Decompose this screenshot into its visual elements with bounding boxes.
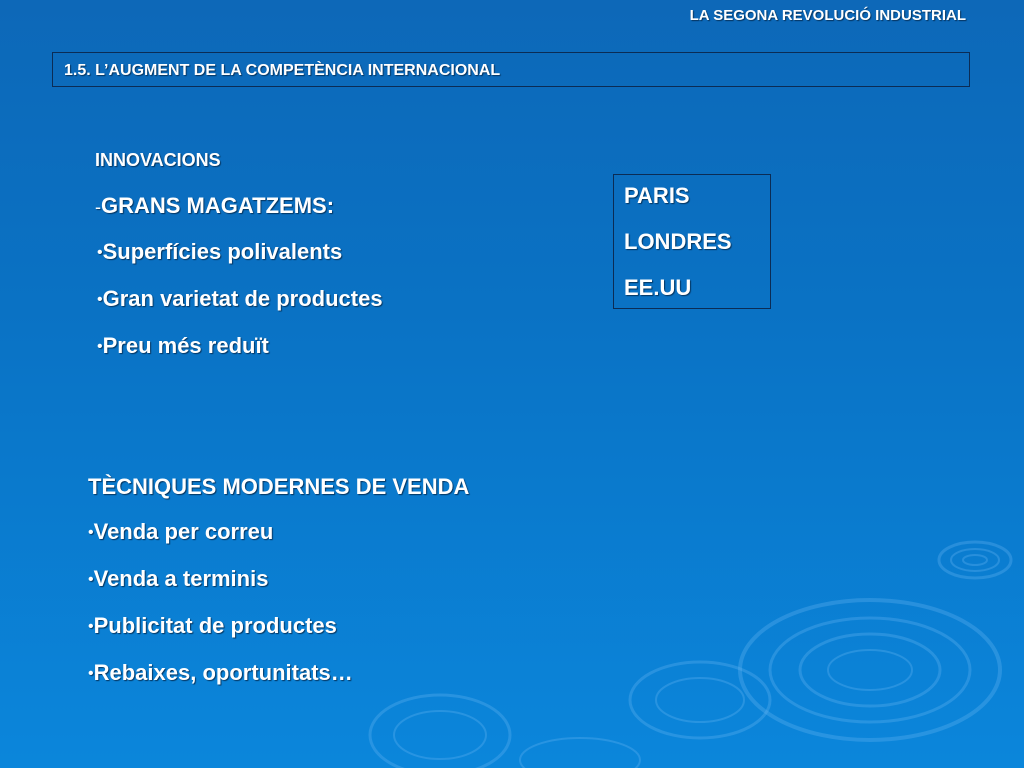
bullet-marker: • [88,665,94,682]
cities-list [624,173,732,311]
section-title-box [52,52,970,87]
presentation-title: LA SEGONA REVOLUCIÓ INDUSTRIAL [689,7,966,24]
list-item [97,276,383,323]
innovations-heading: INNOVACIONS [95,150,221,170]
bullet-marker: • [88,571,94,588]
list-item-label: Rebaixes, oportunitats… [93,660,353,685]
list-item [88,509,353,556]
sales-techniques-heading: TÈCNIQUES MODERNES DE VENDA [88,474,470,499]
section-title: 1.5. L’AUGMENT DE LA COMPETÈNCIA INTERNACIONAL [64,62,501,79]
list-item [88,603,353,650]
innovations-list [97,229,383,370]
city-item: EE.UU [624,275,692,300]
list-item-label: Gran varietat de productes [102,286,383,311]
bullet-marker: • [88,618,94,635]
list-item [88,650,353,697]
city-item: PARIS [624,183,690,208]
list-item [97,229,383,276]
city-item: LONDRES [624,229,732,254]
bullet-marker: • [97,291,103,308]
dash-marker: - [95,197,101,217]
bullet-marker: • [97,338,103,355]
list-item-label: Superfícies polivalents [102,239,343,264]
bullet-marker: • [88,524,94,541]
list-item-label: Preu més reduït [102,333,269,358]
cities-box [613,174,771,309]
list-item [88,556,353,603]
department-stores-label: GRANS MAGATZEMS: [101,193,335,218]
sales-techniques-list [88,509,353,697]
department-stores-heading [95,193,334,219]
list-item-label: Publicitat de productes [93,613,337,638]
list-item-label: Venda a terminis [93,566,269,591]
list-item [97,323,383,370]
list-item-label: Venda per correu [93,519,274,544]
bullet-marker: • [97,244,103,261]
